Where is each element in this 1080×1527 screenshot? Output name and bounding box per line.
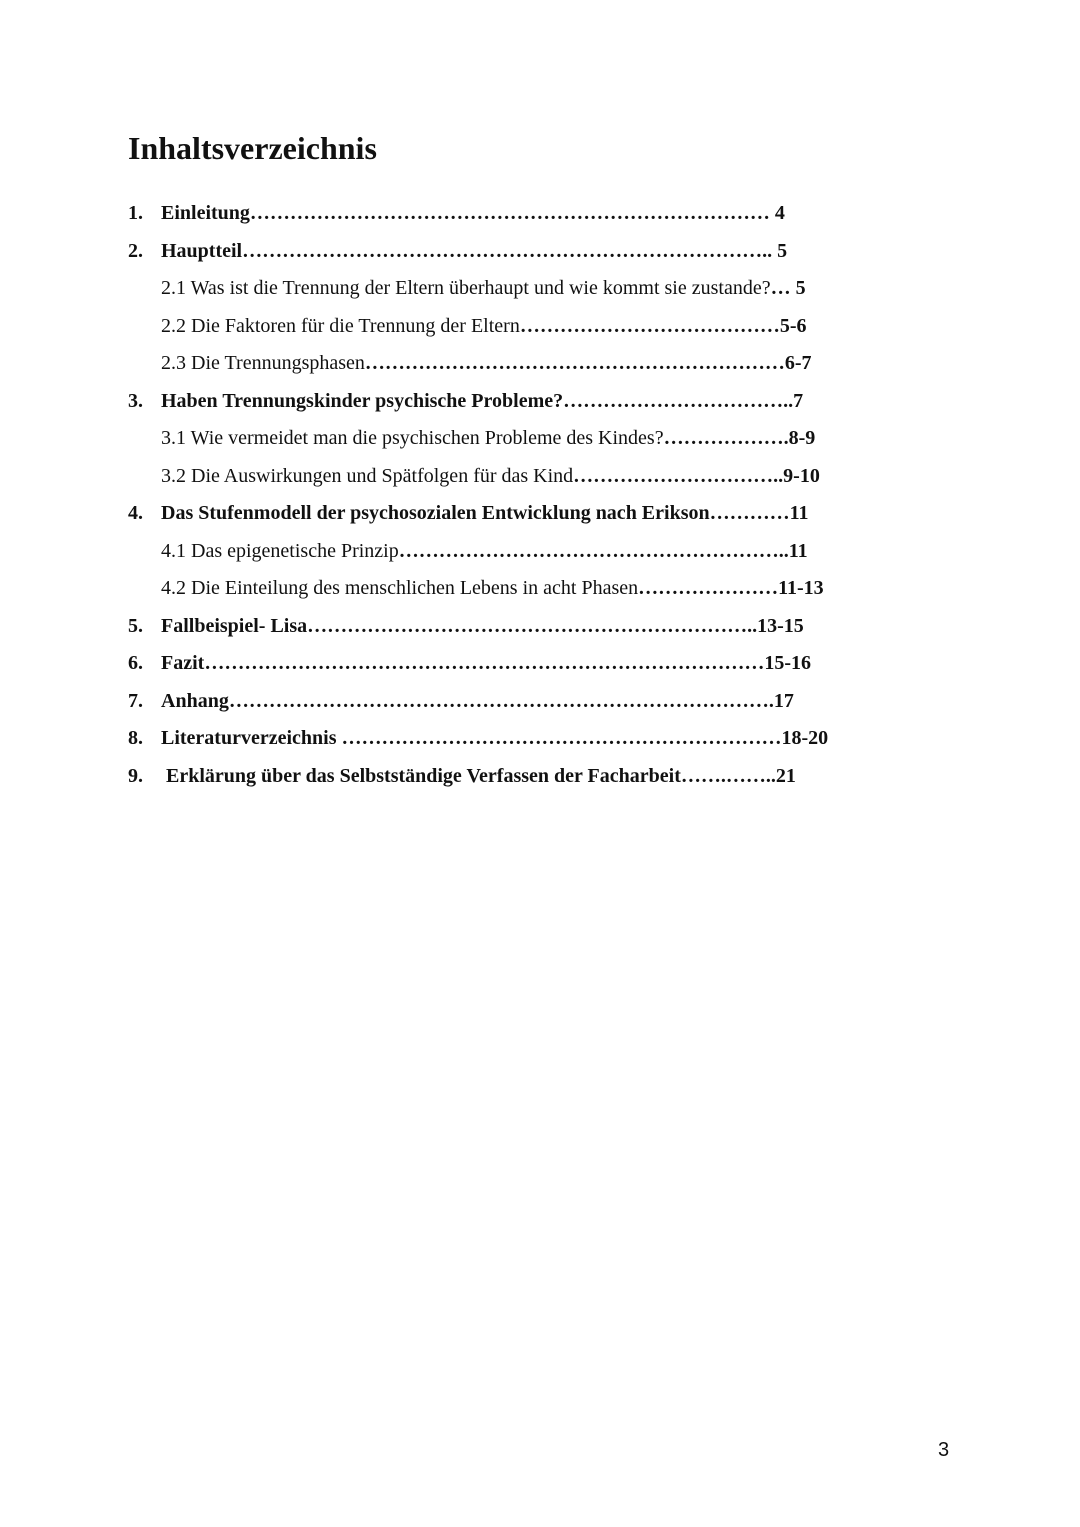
toc-entry-label: Fazit (161, 652, 205, 674)
toc-entry-number: 6. (128, 652, 143, 674)
toc-entry-number: 9. (128, 764, 143, 787)
toc-entry-2-2 (128, 308, 928, 346)
toc-leader-dots: ……………………………………………………… (364, 352, 785, 374)
toc-leader-dots: …………………………………………………………………….. (242, 239, 773, 262)
toc-entry-2-3 (128, 345, 928, 383)
toc-entry-page: 5 (790, 277, 806, 299)
toc-entry-label: Haben Trennungskinder psychische Probleme? (161, 389, 564, 412)
toc-entry-number: 1. (128, 202, 143, 224)
toc-entry-label: Erklärung über das Selbstständige Verfassen der Facharbeit (161, 764, 681, 787)
toc-entry-label: Hauptteil (161, 239, 243, 262)
toc-entry-page: 9-10 (783, 464, 820, 487)
toc-entry-page: 15-16 (764, 652, 811, 674)
toc-leader-dots: ………………………………………………………………………… (204, 652, 765, 674)
toc-entry-6 (128, 645, 928, 683)
toc-entry-label: Einleitung (161, 202, 250, 224)
toc-entry-4-1 (128, 533, 928, 571)
toc-entry-number: 5. (128, 614, 143, 637)
toc-leader-dots: …………………………………………………………………… (249, 202, 770, 224)
toc-entry-2 (128, 233, 928, 271)
toc-leader-dots: … (770, 277, 791, 299)
toc-leader-dots: ………………………………………………….. (398, 539, 789, 562)
toc-entry-4-2 (128, 570, 928, 608)
toc-entry-label: 3.2 Die Auswirkungen und Spätfolgen für das Kind (161, 464, 574, 487)
toc-entry-7 (128, 683, 928, 721)
page-number: 3 (938, 1439, 950, 1461)
toc-entry-label: Literaturverzeichnis (161, 727, 342, 749)
toc-entry-9 (128, 758, 928, 796)
toc-entry-page: 7 (793, 389, 804, 412)
toc-entry-label: 4.2 Die Einteilung des menschlichen Lebens in acht Phasen (161, 577, 639, 599)
toc-entry-page: 6-7 (784, 352, 812, 374)
toc-leader-dots: ………………………………………………………………………. (228, 689, 774, 712)
toc-entry-page: 11-13 (778, 577, 824, 599)
toc-leader-dots: …………………………….. (563, 389, 794, 412)
toc-entry-page: 21 (775, 764, 796, 787)
toc-entry-number: 4. (128, 502, 143, 524)
toc-entry-3-2 (128, 458, 928, 496)
toc-entry-5 (128, 608, 928, 646)
toc-entry-label: Das Stufenmodell der psychosozialen Entwicklung nach Erikson (161, 502, 710, 524)
toc-entry-label: 4.1 Das epigenetische Prinzip (161, 539, 399, 562)
toc-entry-label: 3.1 Wie vermeidet man die psychischen Probleme des Kindes? (161, 427, 664, 449)
toc-entry-number: 2. (128, 239, 143, 262)
toc-entry-label: Fallbeispiel- Lisa (161, 614, 308, 637)
toc-entry-page: 17 (773, 689, 794, 712)
toc-entry-page: 18-20 (781, 727, 829, 749)
toc-entry-number: 3. (128, 389, 143, 412)
toc-leader-dots: ………………………….. (573, 464, 784, 487)
toc-leader-dots: ………………………………………………………… (341, 727, 782, 749)
toc-leader-dots: ………………. (663, 427, 789, 449)
toc-entry-label: 2.2 Die Faktoren für die Trennung der Eltern (161, 314, 520, 337)
toc-entry-number: 7. (128, 689, 143, 712)
toc-entry-1 (128, 195, 928, 233)
toc-entry-number: 8. (128, 727, 143, 749)
toc-leader-dots: …….…….. (680, 764, 776, 787)
toc-title: Inhaltsverzeichnis (128, 130, 377, 166)
toc-entry-label: Anhang (161, 689, 229, 712)
toc-entry-page: 5-6 (779, 314, 807, 337)
toc-leader-dots: ………………………………………………………….. (307, 614, 758, 637)
toc-entry-page: 11 (788, 539, 808, 562)
toc-leader-dots: ………………… (638, 577, 779, 599)
table-of-contents (128, 195, 928, 795)
toc-entry-page: 13-15 (757, 614, 804, 637)
toc-entry-label: 2.3 Die Trennungsphasen (161, 352, 365, 374)
toc-leader-dots: ………… (709, 502, 790, 524)
toc-entry-label: 2.1 Was ist die Trennung der Eltern überhaupt und wie kommt sie zustande? (161, 277, 771, 299)
toc-entry-8 (128, 720, 928, 758)
toc-entry-3 (128, 383, 928, 421)
toc-entry-3-1 (128, 420, 928, 458)
toc-leader-dots: ………………………………… (519, 314, 780, 337)
toc-entry-page: 4 (769, 202, 785, 224)
toc-entry-page: 8-9 (788, 427, 816, 449)
toc-entry-page: 5 (772, 239, 788, 262)
toc-entry-2-1 (128, 270, 928, 308)
toc-entry-4 (128, 495, 928, 533)
toc-entry-page: 11 (789, 502, 809, 524)
